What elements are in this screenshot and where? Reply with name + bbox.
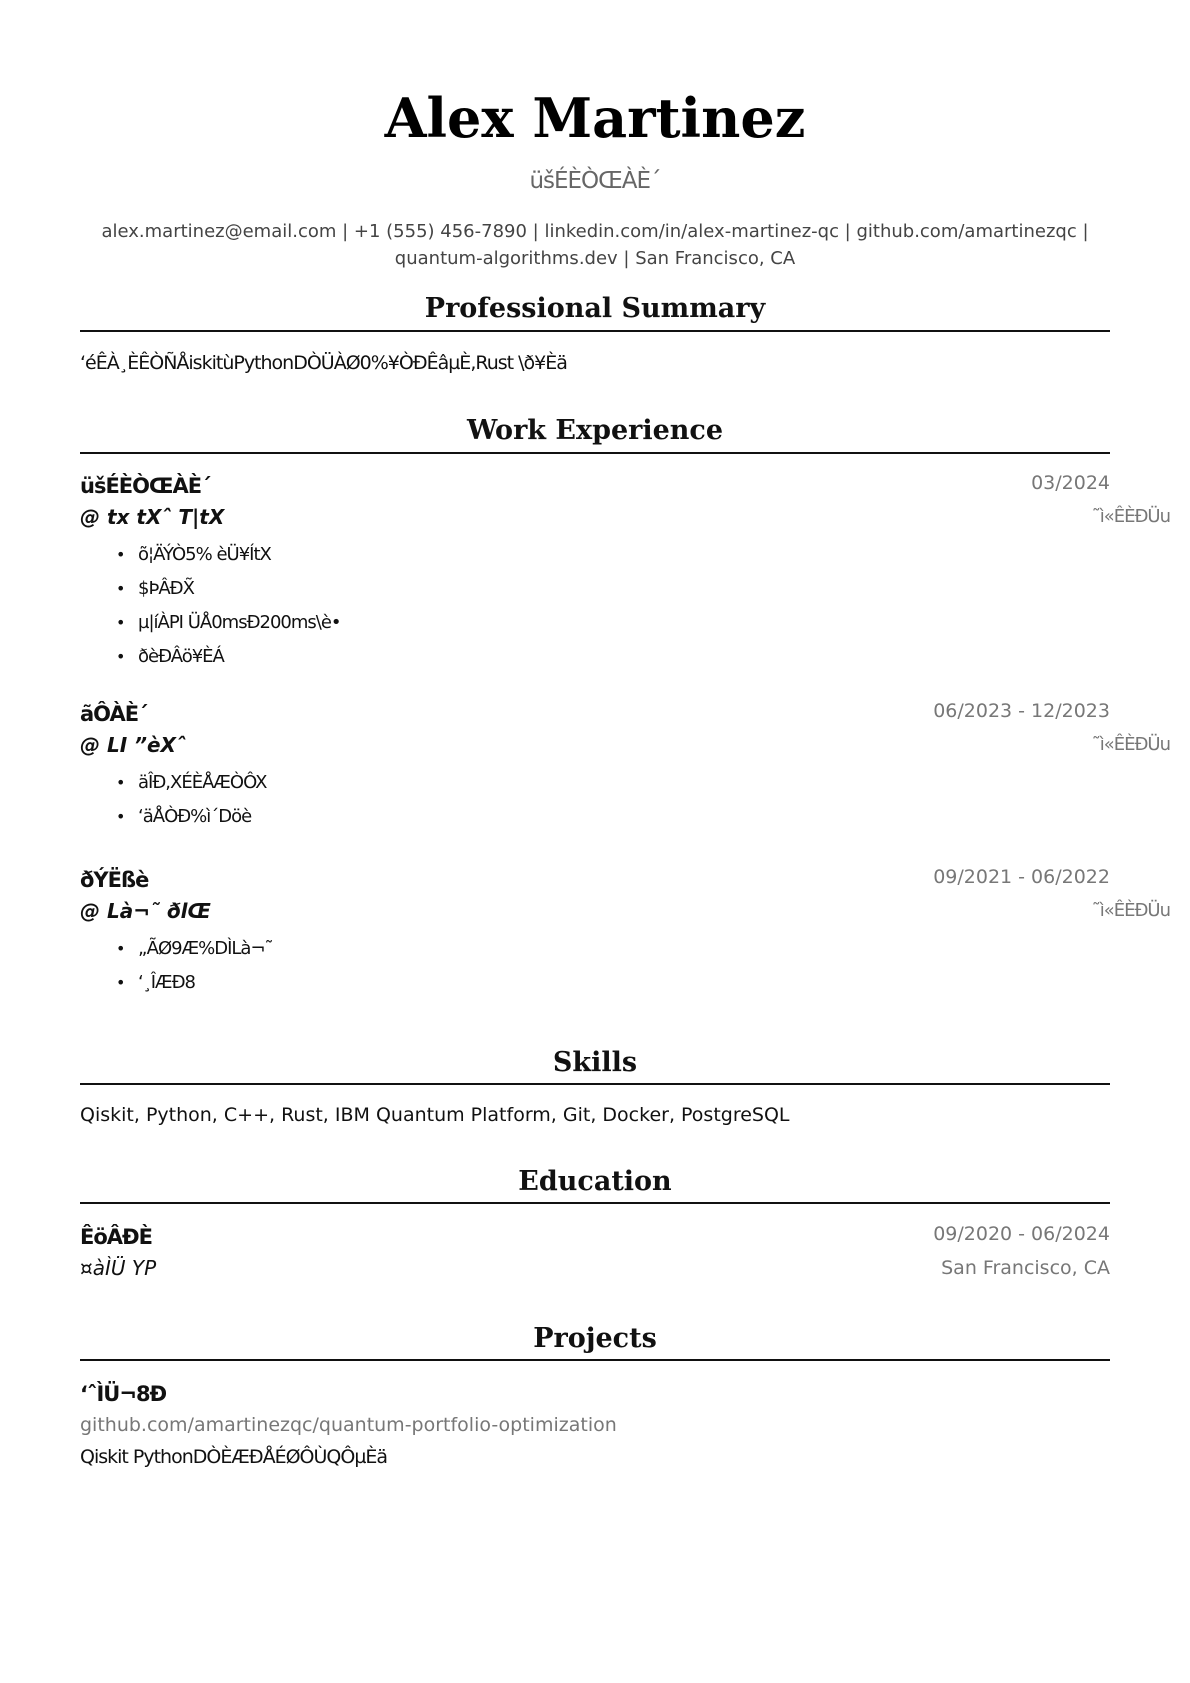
job-bullet: • äÎÐ,XÉÈÅÆÒÔX	[116, 766, 266, 800]
project-link[interactable]: github.com/amartinezqc/quantum-portfolio-optimization	[80, 1414, 617, 1436]
job-location: ˜ì«ÊÈÐÜu	[1091, 900, 1170, 921]
job-dates: 06/2023 - 12/2023	[933, 700, 1110, 722]
job-title: üšÉÈÒŒÀÈ´	[80, 474, 211, 498]
education-divider	[80, 1202, 1110, 1204]
job-bullets	[116, 932, 273, 1000]
project-title: ‘ˆÌÜ¬8Ð	[80, 1382, 167, 1406]
job-company: @ Là¬˜ ðlŒ	[80, 899, 211, 923]
experience-divider	[80, 452, 1110, 454]
job-title: ãÔÀÈ´	[80, 702, 148, 726]
contact-line-2: quantum-algorithms.dev | San Francisco, CA	[394, 248, 796, 269]
education-heading: Education	[518, 1166, 672, 1197]
job-bullet: • „ÃØ9Æ%DÌLà¬˜	[116, 932, 273, 966]
projects-heading: Projects	[533, 1323, 657, 1354]
resume-page	[80, 0, 1170, 1683]
projects-divider	[80, 1359, 1110, 1361]
job-dates: 03/2024	[1031, 472, 1110, 494]
summary-divider	[80, 330, 1110, 332]
job-bullet: • ‘äÅÒÐ%ì´Döè	[116, 800, 266, 834]
job-bullet: • µ|íÀPI ÜÅ0msÐ200ms\è•	[116, 606, 341, 640]
education-school: ÊöÂÐÈ	[80, 1225, 152, 1249]
education-degree: ¤àÌÜ YP	[80, 1256, 157, 1280]
job-title: ðÝËßè	[80, 868, 149, 892]
job-company: @ LI ”èXˆ	[80, 733, 186, 757]
job-bullets	[116, 766, 266, 834]
job-dates: 09/2021 - 06/2022	[933, 866, 1110, 888]
job-bullet: • ‘¸ÎÆÐ8	[116, 966, 273, 1000]
job-bullet: • õ¦ÄÝÒ5% èÜ¥ÍtX	[116, 538, 341, 572]
summary-heading: Professional Summary	[424, 293, 766, 324]
job-location: ˜ì«ÊÈÐÜu	[1091, 506, 1170, 527]
job-bullet: • $ÞÂÐX̃	[116, 572, 341, 606]
summary-text: ‘éÊÀ¸ÈÊÒÑÅiskitùPythonDÒÜÀØ0%¥ÒÐÊâµÈ,Rust \ð¥Èä	[80, 352, 567, 374]
project-description: Qiskit PythonDÒÈÆÐÅÉØÔÙQÔµÈä	[80, 1446, 388, 1468]
contact-info	[80, 218, 1110, 272]
job-bullet: • ðèÐÂö¥ÈÁ	[116, 640, 341, 674]
skills-divider	[80, 1083, 1110, 1085]
job-location: ˜ì«ÊÈÐÜu	[1091, 734, 1170, 755]
job-bullets	[116, 538, 341, 674]
candidate-name: Alex Martinez	[384, 86, 806, 150]
education-dates: 09/2020 - 06/2024	[933, 1223, 1110, 1245]
experience-heading: Work Experience	[466, 415, 724, 446]
contact-line-1: alex.martinez@email.com | +1 (555) 456-7890 | linkedin.com/in/alex-martinez-qc | github.com/amartinezqc |	[101, 221, 1089, 242]
job-company: @ tx tXˆ T|tX	[80, 505, 225, 529]
education-location: San Francisco, CA	[941, 1257, 1110, 1279]
skills-list: Qiskit, Python, C++, Rust, IBM Quantum Platform, Git, Docker, PostgreSQL	[80, 1104, 790, 1126]
candidate-headline: üšÉÈÒŒÀÈ´	[529, 168, 661, 194]
skills-heading: Skills	[552, 1047, 638, 1078]
